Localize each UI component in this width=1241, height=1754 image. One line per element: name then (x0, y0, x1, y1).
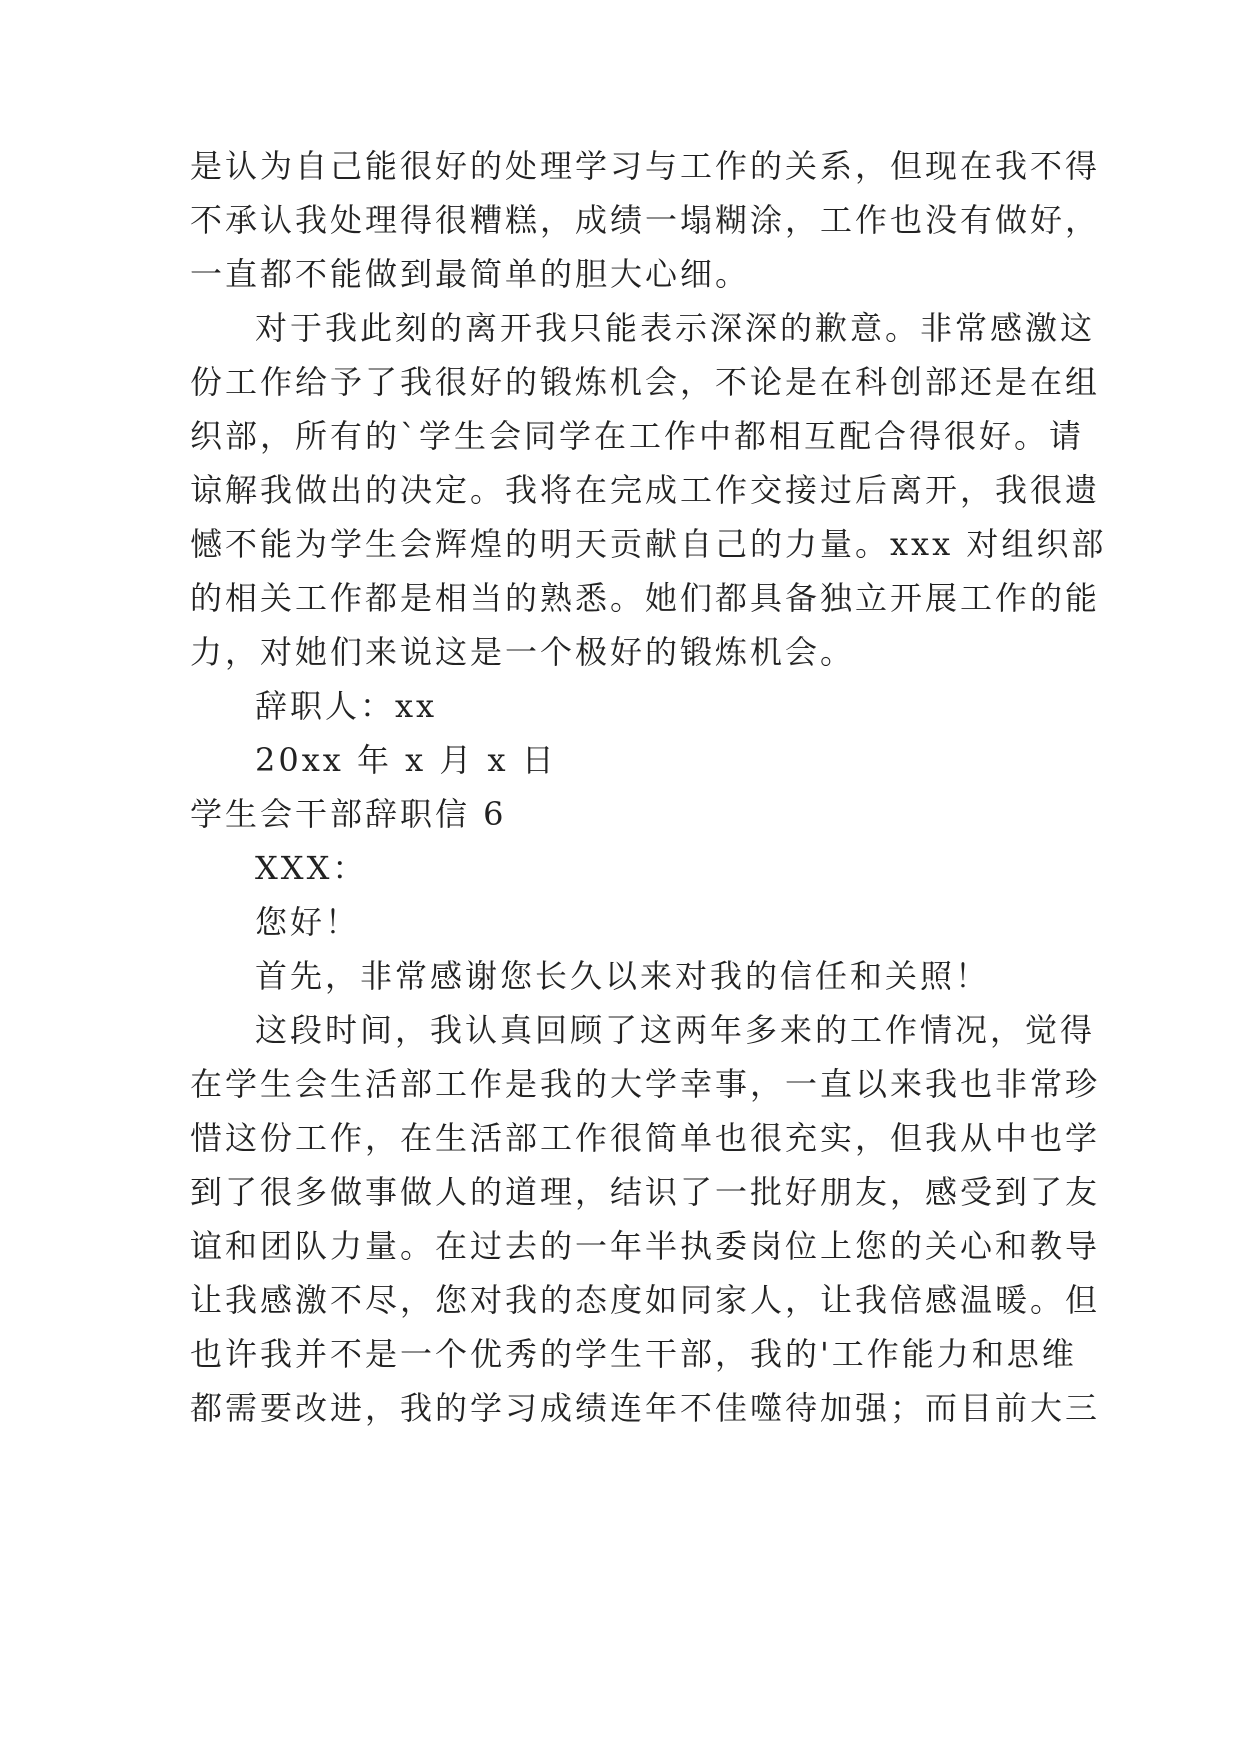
body-text-line: 让我感激不尽，您对我的态度如同家人，让我倍感温暖。但 (190, 1281, 1101, 1319)
body-text-line: 份工作给予了我很好的锻炼机会，不论是在科创部还是在组 (190, 363, 1101, 401)
body-text-line: 也许我并不是一个优秀的学生干部，我的'工作能力和思维 (190, 1335, 1077, 1373)
body-text-line: 到了很多做事做人的道理，结识了一批好朋友，感受到了友 (190, 1173, 1101, 1211)
body-text-line: 在学生会生活部工作是我的大学幸事，一直以来我也非常珍 (190, 1065, 1101, 1103)
body-text-line: 不承认我处理得很糟糕，成绩一塌糊涂，工作也没有做好， (190, 201, 1101, 239)
body-text-line: 织部，所有的`学生会同学在工作中都相互配合得很好。请 (190, 417, 1085, 455)
section-heading: 学生会干部辞职信 6 (190, 795, 507, 833)
body-text-line: 首先，非常感谢您长久以来对我的信任和关照！ (255, 957, 991, 995)
body-text-line: 憾不能为学生会辉煌的明天贡献自己的力量。xxx 对组织部 (190, 525, 1107, 563)
body-text-line: 一直都不能做到最简单的胆大心细。 (190, 255, 751, 293)
signature-line: 辞职人：xx (255, 687, 438, 725)
body-text-line: 这段时间，我认真回顾了这两年多来的工作情况，觉得 (255, 1011, 1096, 1049)
body-text-line: 是认为自己能很好的处理学习与工作的关系，但现在我不得 (190, 147, 1101, 185)
body-text-line: 对于我此刻的离开我只能表示深深的歉意。非常感激这 (255, 309, 1096, 347)
body-text-line: 的相关工作都是相当的熟悉。她们都具备独立开展工作的能 (190, 579, 1101, 617)
body-text-line: 力，对她们来说这是一个极好的锻炼机会。 (190, 633, 856, 671)
body-text-line: 谅解我做出的决定。我将在完成工作交接过后离开，我很遗 (190, 471, 1101, 509)
body-text-line: 谊和团队力量。在过去的一年半执委岗位上您的关心和教导 (190, 1227, 1101, 1265)
body-text-line: 都需要改进，我的学习成绩连年不佳噬待加强；而目前大三 (190, 1389, 1101, 1427)
greeting-line: 您好！ (255, 903, 361, 941)
salutation-line: XXX： (255, 849, 368, 887)
date-line: 20xx 年 x 月 x 日 (255, 741, 557, 779)
body-text-line: 惜这份工作，在生活部工作很简单也很充实，但我从中也学 (190, 1119, 1101, 1157)
